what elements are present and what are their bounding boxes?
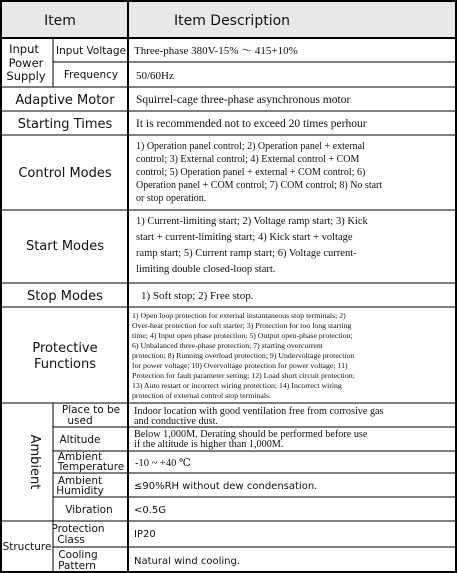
cooling-pattern-value: Natural wind cooling. [134, 556, 241, 567]
protective-functions-line: protection of external control stop terminals. [132, 391, 272, 400]
cooling-pattern-label: Pattern [58, 560, 96, 572]
stop-modes-value: 1) Soft stop; 2) Free stop. [141, 290, 254, 302]
control-modes-line: or stop operation. [136, 193, 207, 204]
ambient-group-label: Ambient [27, 434, 42, 490]
altitude-value: if the altitude is higher than 1,000M. [134, 439, 284, 450]
adaptive-motor-value: Squirrel-cage three-phase asynchronous motor [136, 94, 351, 106]
temperature-label: Temperature [57, 461, 125, 473]
place-label: Place to be [61, 404, 121, 416]
protective-functions-label: Protective [32, 341, 98, 356]
power-supply-label: Supply [6, 69, 46, 83]
control-modes-label: Control Modes [18, 166, 112, 181]
start-modes-line: limiting double closed-loop start. [136, 264, 276, 275]
start-modes-label: Start Modes [25, 239, 105, 254]
vibration-label: Vibration [65, 504, 113, 516]
altitude-value: Below 1,000M. Derating should be performed before use [134, 429, 368, 440]
protective-functions-label: Functions [33, 357, 97, 372]
protective-functions-line: 13) Auto restart or incorrect wiring protection; 14) Incorrect wiring [132, 381, 342, 390]
place-value: and conductive dust. [134, 416, 219, 427]
protective-functions-line: 6) Unbalanced three-phase protection; 7) starting overcurrent [132, 341, 323, 350]
frequency-value: 50/60Hz [136, 70, 174, 82]
cooling-pattern-label: Cooling [58, 549, 98, 561]
starting-times-label: Starting Times [17, 117, 113, 132]
input-voltage-label: Input Voltage [56, 45, 126, 57]
protective-functions-line: 1) Open loop protection for external instantaneous stop terminals; 2) [132, 311, 346, 320]
input-voltage-value: Three-phase 380V-15% ～ 415+10% [134, 45, 298, 57]
humidity-label: Humidity [56, 485, 104, 497]
control-modes-line: 1) Operation panel control; 2) Operation panel + external [136, 141, 365, 152]
temperature-label: Ambient [57, 451, 103, 463]
altitude-label: Altitude [59, 434, 101, 446]
protective-functions-line: protection; 8) Running overload protection; 9) Undervoltage protection [132, 351, 355, 360]
protective-functions-line: Over-heat protection for soft starter; 3) Protection for too long starting [132, 321, 352, 330]
place-value: Indoor location with good ventilation free from corrosive gas [134, 406, 384, 417]
protection-class-label: Protection [51, 523, 105, 535]
start-modes-line: start + current-limiting start; 4) Kick start + voltage [136, 232, 353, 243]
starting-times-value: It is recommended not to exceed 20 times perhour [136, 118, 367, 130]
adaptive-motor-label: Adaptive Motor [15, 93, 115, 108]
protective-functions-line: Protection for fault parameter setting; 12) Load short circuit protection; [132, 371, 355, 380]
structure-group-label: Structure [2, 541, 52, 553]
humidity-label: Ambient [57, 475, 103, 487]
control-modes-line: control; 3) External control; 4) External control + COM [136, 154, 360, 165]
stop-modes-label: Stop Modes [27, 289, 103, 304]
header-description: Item Description [173, 13, 291, 29]
protection-class-label: Class [57, 534, 85, 546]
protective-functions-line: time; 4) Input open phase protection; 5) Output open-phase protection; [132, 331, 353, 340]
temperature-value: -10 ~ +40 ℃ [135, 458, 191, 469]
start-modes-line: ramp start; 5) Current ramp start; 6) Voltage current- [136, 248, 357, 259]
humidity-value: ≤90%RH without dew condensation. [134, 481, 318, 492]
power-supply-label: Power [8, 56, 44, 70]
control-modes-line: control; 5) Operation panel + external + COM control; 6) [136, 167, 366, 178]
protective-functions-line: for power voltage; 10) Overvoltage protection for power voltage; 11) [132, 361, 348, 370]
protection-class-value: IP20 [134, 529, 156, 540]
vibration-value: <0.5G [134, 505, 167, 516]
place-label: used [67, 415, 93, 427]
control-modes-line: Operation panel + COM control; 7) COM control; 8) No start [136, 180, 383, 191]
power-supply-label: Input [9, 42, 39, 56]
header-item: Item [44, 13, 76, 29]
start-modes-line: 1) Current-limiting start; 2) Voltage ramp start; 3) Kick [136, 216, 368, 227]
frequency-label: Frequency [63, 69, 119, 81]
